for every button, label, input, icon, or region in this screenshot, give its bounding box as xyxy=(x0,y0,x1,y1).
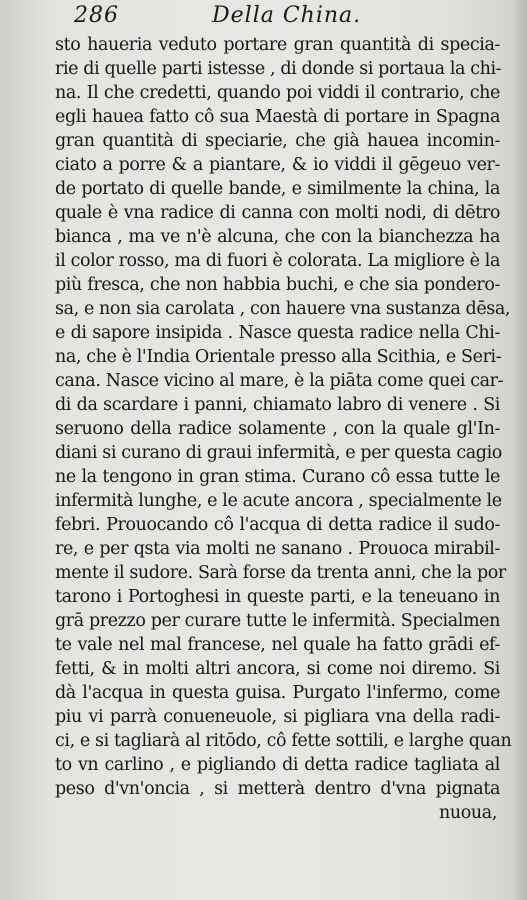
text-line: gran quantità di speciarie, che già hauea incomin- xyxy=(55,131,500,151)
text-line: mente il sudore. Sarà forse da trenta anni, che la por xyxy=(55,563,506,583)
text-line: febri. Prouocando cô l'acqua di detta radice il sudo- xyxy=(55,515,500,535)
text-line: te vale nel mal francese, nel quale ha fatto grādi ef- xyxy=(55,635,500,655)
text-line: egli hauea fatto cô sua Maestà di portare in Spagna xyxy=(55,107,500,127)
page-number: 286 xyxy=(74,3,119,28)
text-line: il color rosso, ma di fuori è colorata. La migliore è la xyxy=(55,251,500,271)
text-line: peso d'vn'oncia , si metterà dentro d'vna pignata xyxy=(55,779,500,799)
text-line: tarono i Portoghesi in queste parti, e la teneuano in xyxy=(55,587,500,607)
running-title: Della China. xyxy=(212,3,362,28)
text-line: diani si curano di graui infermità, e per questa cagio xyxy=(55,443,502,463)
text-line: e di sapore insipida . Nasce questa radice nella Chi- xyxy=(55,323,500,343)
text-line: sto haueria veduto portare gran quantità di specia- xyxy=(55,35,500,55)
catchword: nuoua, xyxy=(439,803,497,823)
page-header xyxy=(0,0,527,32)
text-line: dà l'acqua in questa guisa. Purgato l'infermo, come xyxy=(55,683,500,703)
text-line: grā prezzo per curare tutte le infermità. Specialmen xyxy=(55,611,500,631)
text-line: piu vi parrà conueneuole, si pigliara vna della radi- xyxy=(55,707,500,727)
text-line: to vn carlino , e pigliando di detta radice tagliata al xyxy=(55,755,500,775)
text-line: ci, e si tagliarà al ritōdo, cô fette sottili, e larghe quan xyxy=(55,731,512,751)
text-line: re, e per qsta via molti ne sanano . Prouoca mirabil- xyxy=(55,539,500,559)
text-line: na, che è l'India Orientale presso alla Scithia, e Seri- xyxy=(55,347,502,367)
text-line: fetti, & in molti altri ancora, si come noi diremo. Si xyxy=(55,659,500,679)
text-line: na. Il che credetti, quando poi viddi il contrario, che xyxy=(55,83,500,103)
text-line: infermità lunghe, e le acute ancora , specialmente le xyxy=(55,491,502,511)
text-line: sa, e non sia carolata , con hauere vna sustanza dēsa, xyxy=(55,299,511,319)
text-line: seruono della radice solamente , con la quale gl'In- xyxy=(55,419,500,439)
page-edge-shadow xyxy=(513,0,527,900)
text-line: cana. Nasce vicino al mare, è la piāta come quei car- xyxy=(55,371,504,391)
text-line: bianca , ma ve n'è alcuna, che con la bianchezza ha xyxy=(55,227,500,247)
text-line: ciato a porre & a piantare, & io viddi il gēgeuo ver- xyxy=(55,155,500,175)
text-line: ne la tengono in gran stima. Curano cô essa tutte le xyxy=(55,467,500,487)
text-line: quale è vna radice di canna con molti nodi, di dētro xyxy=(55,203,500,223)
text-line: di da scardare i panni, chiamato labro di venere . Si xyxy=(55,395,500,415)
text-line: de portato di quelle bande, e similmente la china, la xyxy=(55,179,500,199)
text-line: più fresca, che non habbia buchi, e che sia pondero- xyxy=(55,275,500,295)
text-line: rie di quelle parti istesse , di donde si portaua la chi- xyxy=(55,59,502,79)
